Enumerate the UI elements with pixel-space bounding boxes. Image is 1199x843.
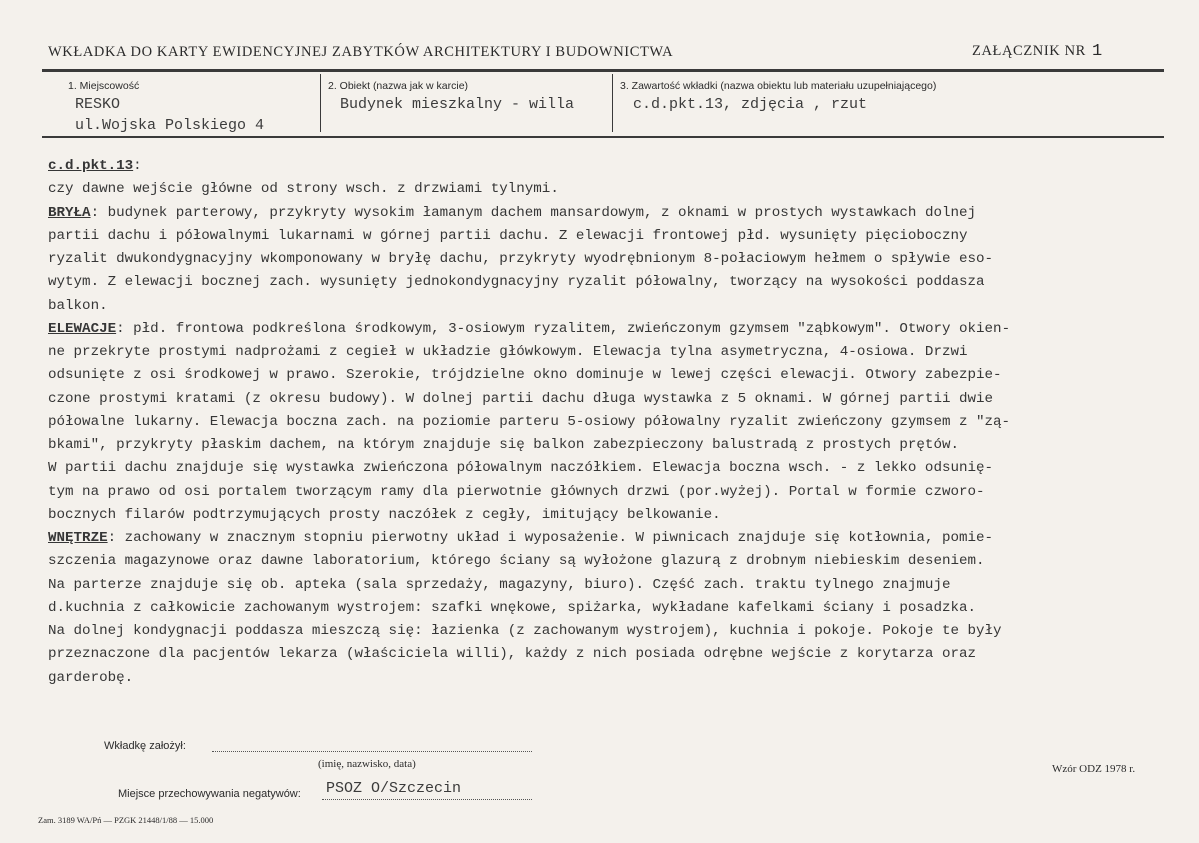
line-text: ryzalit dwukondygnacyjny wkomponowany w bryłę dachu, przykryty wyodrębnionym 8-połaciowym hełmem o spływie eso- <box>48 251 994 267</box>
attachment-value: 1 <box>1091 42 1103 61</box>
negatives-label: Miejsce przechowywania negatywów: <box>118 788 301 800</box>
text-line <box>48 620 1168 643</box>
text-line <box>48 248 1168 271</box>
line-text: : płd. frontowa podkreślona środkowym, 3-osiowym ryzalitem, zwieńczonym gzymsem "ząbkowym". Otwory okien- <box>116 320 1011 337</box>
text-line <box>48 318 1168 341</box>
line-text: Na dolnej kondygnacji poddasza mieszczą się: łazienka (z zachowanym wystrojem), kuchnia i pokoje. Pokoje te były <box>48 623 1002 639</box>
text-line <box>48 225 1168 248</box>
text-line <box>48 178 1168 201</box>
line-text: partii dachu i półowalnymi lukarnami w górnej partii dachu. Z elewacji frontowej płd. wysunięty pięcioboczny <box>48 227 968 244</box>
object-label: 2. Obiekt (nazwa jak w karcie) <box>328 80 469 92</box>
print-info: Zam. 3189 WA/Pń — PZGK 21448/1/88 — 15.000 <box>38 815 214 825</box>
text-line <box>48 597 1168 620</box>
line-text: bocznych filarów podtrzymujących prosty naczółek z cegły, imitujący belkowanie. <box>48 506 721 523</box>
line-text: W partii dachu znajduje się wystawka zwieńczona półowalnym naczółkiem. Elewacja boczna wsch. - z lekko odsunię- <box>48 460 994 477</box>
line-text: wytym. Z elewacji bocznej zach. wysunięty jednokondygnacyjny ryzalit półowalny, tworzący na wysokości poddasza <box>48 274 985 291</box>
column-divider <box>320 74 321 132</box>
section-heading: c.d.pkt.13 <box>48 158 134 174</box>
text-line <box>48 202 1168 225</box>
line-text: : budynek parterowy, przykryty wysokim łamanym dachem mansardowym, z oknami w prostych wystawkach dolnej <box>90 204 977 221</box>
text-line <box>48 643 1168 666</box>
line-text: bkami", przykryty płaskim dachem, na którym znajduje się balkon zabezpieczony balustradą z prostych prętów. <box>48 437 959 453</box>
text-line <box>48 667 1168 690</box>
text-line <box>48 271 1168 294</box>
form-title: WKŁADKA DO KARTY EWIDENCYJNEJ ZABYTKÓW ARCHITEKTURY I BUDOWNICTWA <box>48 44 674 60</box>
line-text: d.kuchnia z całkowicie zachowanym wystrojem: szafki wnękowe, spiżarka, wykładane kafelkami ściany i posadzka. <box>48 599 977 616</box>
section-heading: ELEWACJE <box>48 320 117 337</box>
column-divider <box>612 74 613 132</box>
line-text: czy dawne wejście główne od strony wsch. z drzwiami tylnymi. <box>48 181 559 198</box>
line-text: garderobę. <box>48 669 134 686</box>
line-text: półowalne lukarny. Elewacja boczna zach. na poziomie parteru 5-osiowy półowalny ryzalit zwieńczony gzymsem z "zą- <box>48 413 1011 430</box>
line-text: Na parterze znajduje się ob. apteka (sala sprzedaży, magazyny, biuro). Część zach. traktu tylnego znajmuje <box>48 576 951 593</box>
line-text: czone prostymi kratami (z okresu budowy). W dolnej partii dachu długa wystawka z 5 oknami. W górnej partii dwie <box>48 390 994 407</box>
description-text <box>48 155 1168 690</box>
object-value: Budynek mieszkalny - willa <box>340 96 575 113</box>
text-line <box>48 388 1168 411</box>
text-line <box>48 411 1168 434</box>
line-text: szczenia magazynowe oraz dawne laboratorium, którego ściany są wyłożone glazurą z drobnym niebieskim deseniem. <box>48 553 985 570</box>
text-line <box>48 341 1168 364</box>
line-text: tym na prawo od osi portalem tworzącym ramy dla pierwotnie głównych drzwi (por.wyżej). Portal w formie czworo- <box>48 483 985 500</box>
text-line <box>48 574 1168 597</box>
author-line <box>212 751 532 752</box>
text-line <box>48 457 1168 480</box>
contents-value: c.d.pkt.13, zdjęcia , rzut <box>633 96 868 113</box>
line-text: balkon. <box>48 297 108 314</box>
line-text: przeznaczone dla pacjentów lekarza (właściciela willi), każdy z nich posiada odrębne wejście z korytarza oraz <box>48 646 977 663</box>
text-line <box>48 155 1168 178</box>
locality-line1: RESKO <box>75 96 121 113</box>
text-line <box>48 504 1168 527</box>
author-label: Wkładkę założył: <box>104 740 186 752</box>
section-heading: BRYŁA <box>48 204 91 221</box>
locality-label: 1. Miejscowość <box>68 80 140 92</box>
attachment-label: ZAŁĄCZNIK NR <box>972 43 1086 59</box>
section-heading: WNĘTRZE <box>48 530 108 546</box>
header-bottom-rule <box>42 136 1164 138</box>
negatives-line <box>322 799 532 800</box>
line-text: ne przekryte prostymi nadprożami z cegieł w układzie główkowym. Elewacja tylna asymetryczna, 4-osiowa. Drzwi <box>48 344 968 360</box>
text-line <box>48 481 1168 504</box>
text-line <box>48 364 1168 387</box>
locality-line2: ul.Wojska Polskiego 4 <box>75 117 265 134</box>
negatives-value: PSOZ O/Szczecin <box>326 780 462 797</box>
text-line <box>48 527 1168 550</box>
contents-label: 3. Zawartość wkładki (nazwa obiektu lub materiału uzupełniającego) <box>620 80 937 92</box>
text-line <box>48 550 1168 573</box>
attachment-number <box>972 42 1103 61</box>
text-line <box>48 295 1168 318</box>
template-note: Wzór ODZ 1978 r. <box>1052 763 1136 775</box>
top-rule <box>42 69 1164 72</box>
text-line <box>48 434 1168 457</box>
line-text: : <box>133 158 142 174</box>
line-text: odsunięte z osi środkowej w prawo. Szerokie, trójdzielne okno dominuje w lewej części elewacji. Otwory zabezpie- <box>48 367 1002 384</box>
author-hint: (imię, nazwisko, data) <box>318 758 416 770</box>
line-text: : zachowany w znacznym stopniu pierwotny układ i wyposażenie. W piwnicach znajduje się kotłownia, pomie- <box>107 530 994 546</box>
